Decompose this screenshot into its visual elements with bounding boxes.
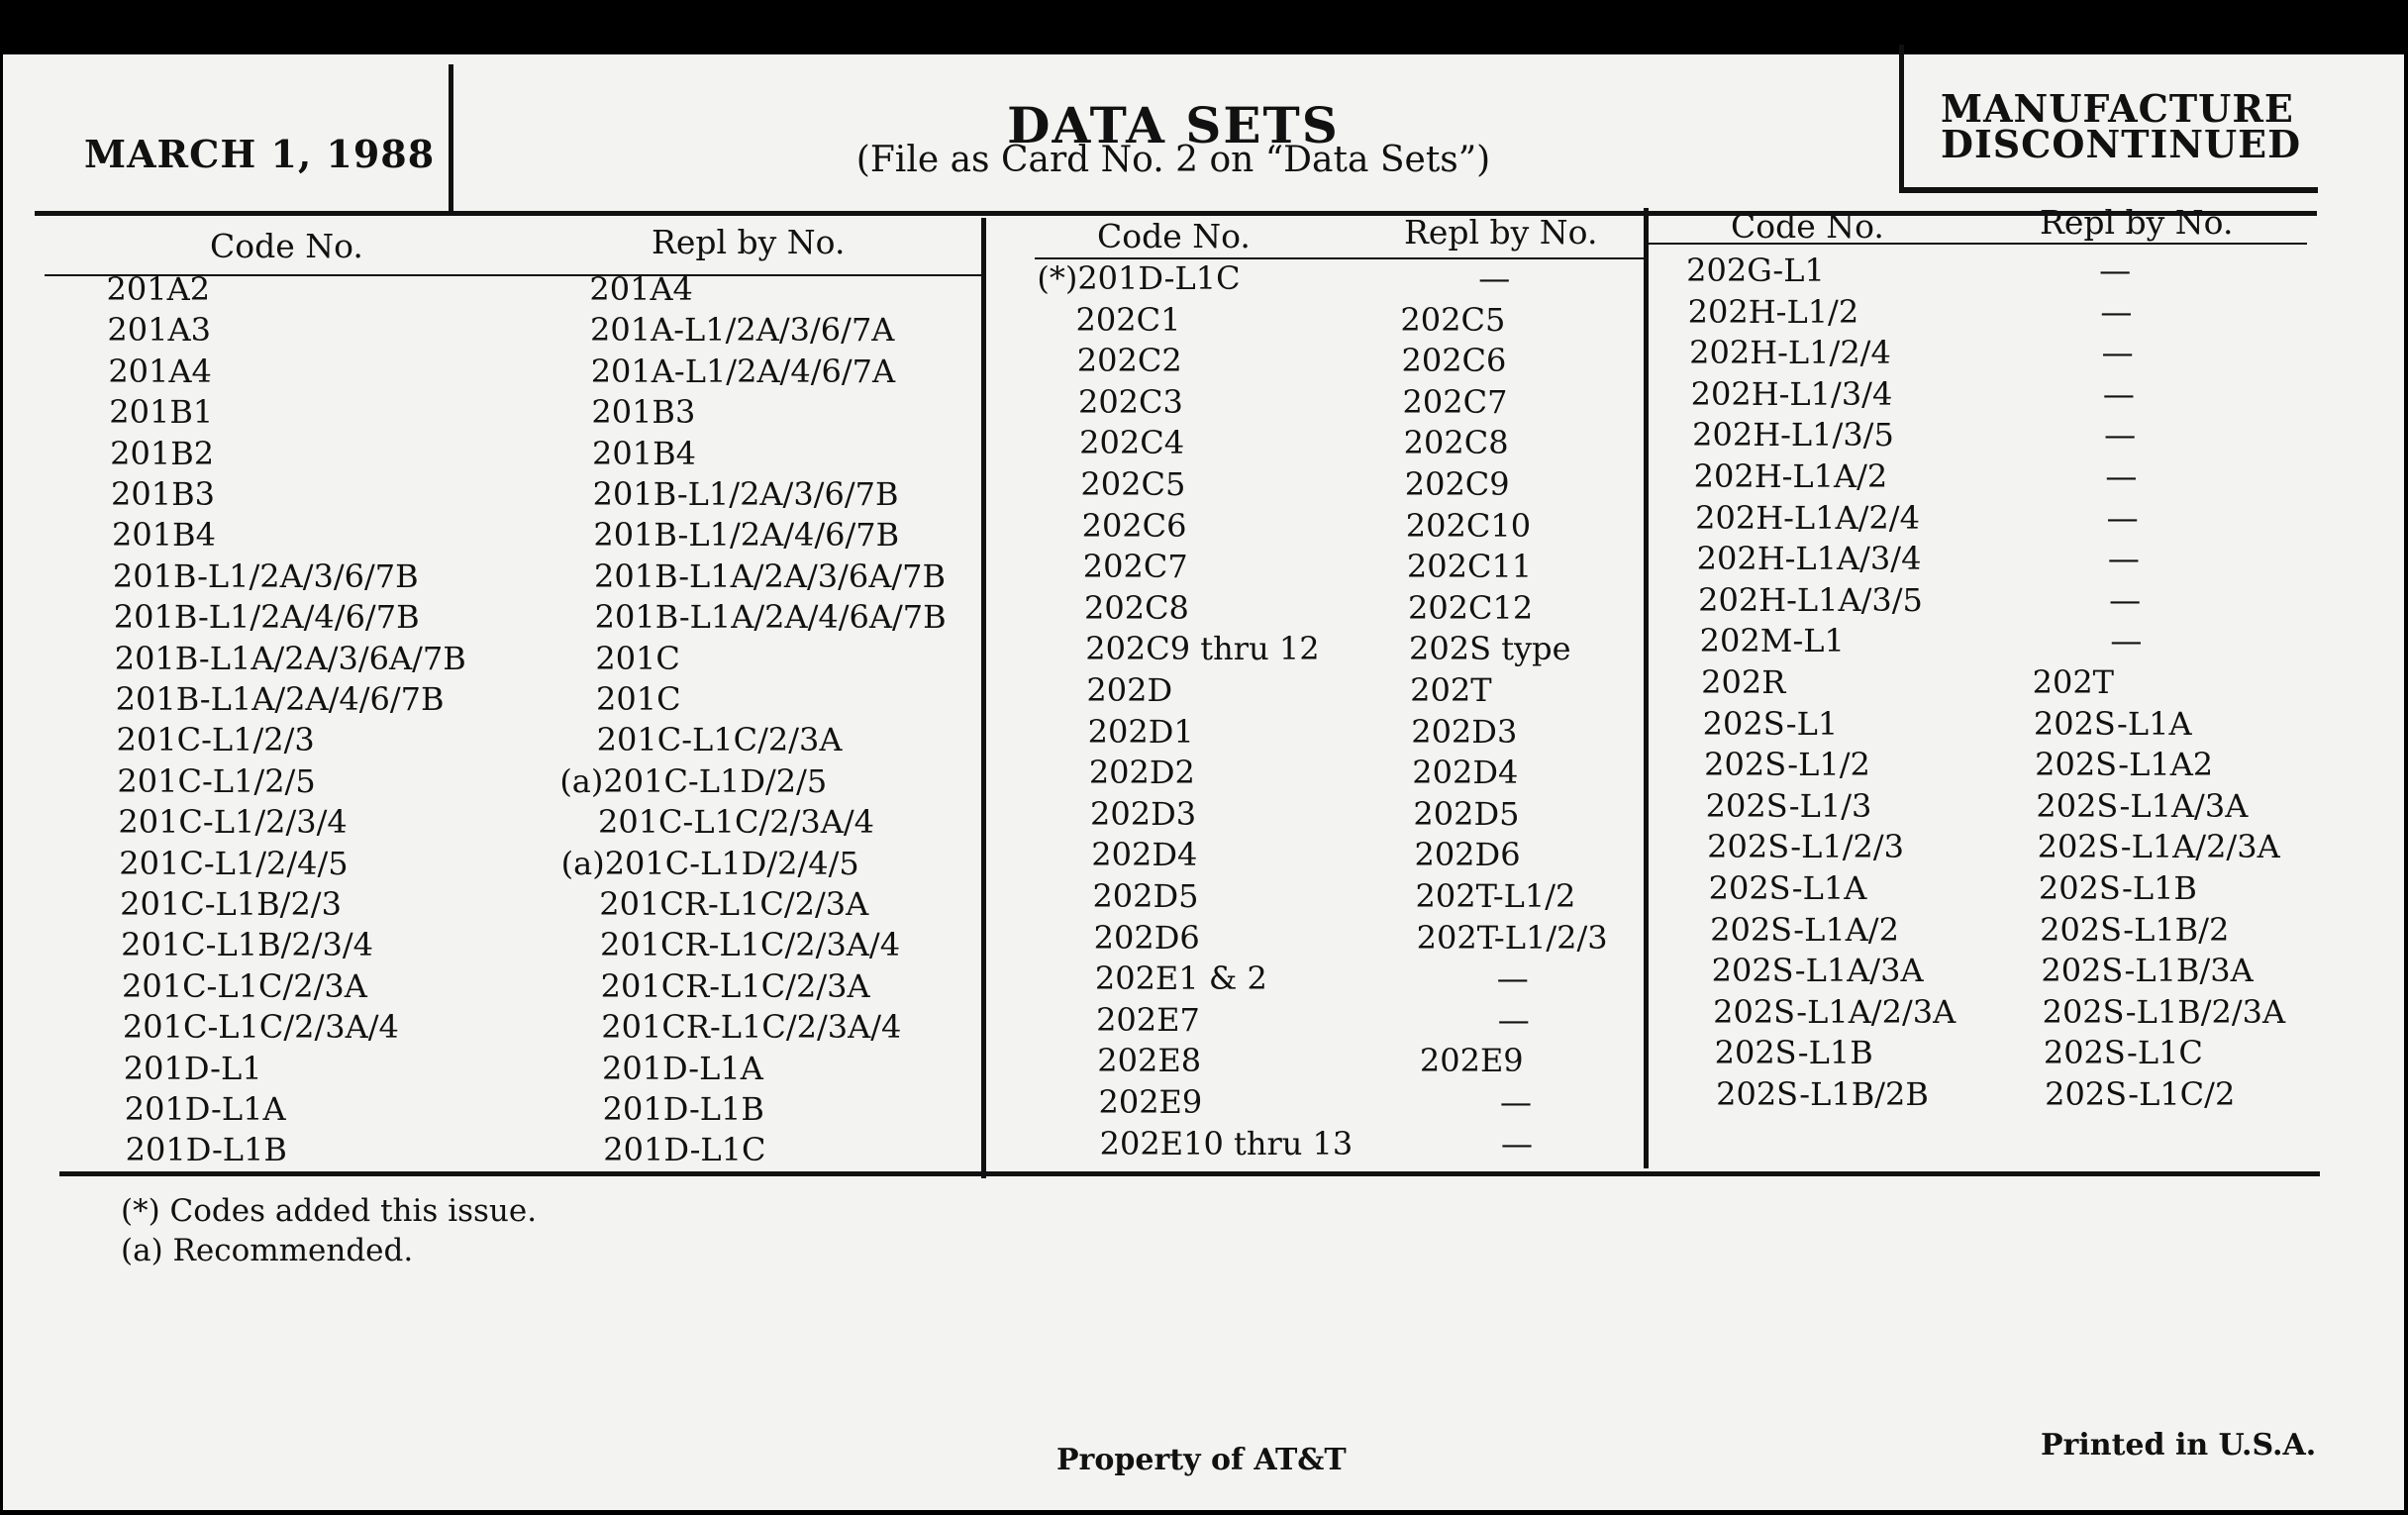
table2-code-cell: 202E1 & 2 [1094, 960, 1267, 998]
table2-repl-cell: — [1497, 1000, 1530, 1039]
table3-repl-cell: 202T [2032, 663, 2115, 701]
table1-code-header: Code No. [210, 227, 363, 265]
table2-repl-cell: 202C9 [1404, 465, 1510, 503]
table2-repl-cell: 202C10 [1405, 506, 1532, 545]
table3-code-cell: 202S-L1A/2/3A [1713, 992, 1956, 1031]
table2-repl-cell: — [1499, 1083, 1532, 1121]
table3-repl-cell: — [2106, 498, 2139, 537]
table2-code-cell: 202C6 [1081, 506, 1187, 545]
table1-code-cell: 201C-L1/2/3 [116, 721, 315, 759]
page-title: DATA SETS [1007, 96, 1340, 154]
table2-code-cell: 202D5 [1092, 877, 1199, 915]
table1-code-cell: 201B-L1/2A/3/6/7B [112, 556, 419, 595]
table1-repl-cell: 201CR-L1C/2/3A/4 [601, 1008, 902, 1047]
table3-code-cell: 202R [1701, 663, 1786, 701]
table1-repl-cell: 201C [595, 639, 680, 677]
table2-code-cell: 202D4 [1091, 836, 1198, 874]
table2-repl-cell: — [1501, 1124, 1534, 1162]
table1-code-cell: 201B-L1/2A/4/6/7B [113, 598, 420, 637]
table1-repl-cell: 201A-L1/2A/4/6/7A [590, 352, 896, 390]
table1-code-cell: 201C-L1/2/4/5 [119, 844, 349, 882]
table1-repl-cell: 201B-L1A/2A/4/6A/7B [594, 598, 947, 637]
table3-repl-cell: 202S-L1C [2043, 1034, 2203, 1072]
table2-repl-cell: 202D4 [1412, 754, 1519, 792]
table3-repl-cell: — [2102, 374, 2135, 413]
table1-code-cell: 201A3 [107, 311, 211, 350]
table3-code-cell: 202S-L1B [1714, 1034, 1873, 1072]
table3-code-cell: 202H-L1A/2 [1693, 457, 1888, 495]
table-bottom-rule [59, 1171, 2320, 1176]
table2-repl-cell: 202S type [1409, 630, 1571, 668]
status-line-2: DISCONTINUED [1941, 122, 2302, 166]
table2-code-cell: (*)201D-L1C [1037, 259, 1241, 297]
table1-repl-cell: 201A-L1/2A/3/6/7A [590, 311, 895, 350]
table2-repl-cell: 202C7 [1402, 382, 1508, 421]
table1-code-cell: 201A4 [108, 352, 212, 390]
table2-code-cell: 202E7 [1096, 1000, 1200, 1039]
table1-repl-cell: 201B-L1/2A/3/6/7B [592, 475, 899, 513]
table3-repl-cell: — [2100, 292, 2133, 331]
table3-code-cell: 202S-L1/2/3 [1707, 828, 1904, 866]
table3-code-cell: 202H-L1/2/4 [1689, 334, 1891, 372]
table1-repl-header: Repl by No. [652, 223, 846, 261]
table3-repl-cell: 202S-L1A [2033, 704, 2192, 743]
table3-repl-cell: 202S-L1B [2038, 869, 2197, 907]
table1-code-cell: 201A2 [106, 270, 211, 308]
table1-repl-cell: 201A4 [589, 270, 693, 308]
table3-code-cell: 202H-L1A/2/4 [1695, 498, 1920, 537]
table1-repl-cell: 201B3 [591, 393, 696, 432]
table1-repl-cell: 201CR-L1C/2/3A/4 [599, 926, 901, 964]
table3-code-header: Code No. [1731, 207, 1884, 246]
header-divider-right [1899, 45, 1904, 193]
table2-repl-cell: 202C6 [1401, 342, 1507, 380]
table2-code-cell: 202E10 thru 13 [1099, 1124, 1354, 1162]
table1-code-cell: 201B3 [111, 475, 215, 513]
table1-repl-cell: 201CR-L1C/2/3A [599, 885, 869, 923]
table3-code-cell: 202S-L1A [1708, 869, 1867, 907]
table2-code-cell: 202C8 [1083, 588, 1189, 627]
table2-repl-cell: 202D6 [1414, 836, 1521, 874]
table1-code-cell: 201D-L1B [125, 1131, 287, 1169]
table3-code-cell: 202H-L1/2 [1687, 292, 1859, 331]
table3-repl-header: Repl by No. [2040, 203, 2234, 242]
status-line-1: MANUFACTURE [1941, 86, 2294, 131]
table2-repl-cell: 202C12 [1407, 588, 1534, 627]
table1-code-cell: 201C-L1B/2/3 [120, 885, 342, 923]
table2-repl-cell: — [1496, 960, 1529, 998]
table1-code-cell: 201C-L1C/2/3A/4 [122, 1008, 399, 1047]
table3-code-cell: 202H-L1A/3/4 [1696, 540, 1922, 578]
table2-repl-cell: 202D3 [1411, 712, 1518, 751]
table1-code-cell: 201C-L1/2/3/4 [118, 803, 348, 842]
table2-code-cell: 202C3 [1077, 382, 1183, 421]
table3-repl-cell: 202S-L1C/2 [2045, 1075, 2236, 1113]
header-rule-bottom [35, 211, 2317, 216]
note-codes-added: (*) Codes added this issue. [121, 1193, 538, 1229]
table3-repl-cell: — [2104, 416, 2137, 454]
table2-repl-cell: 202T [1410, 671, 1492, 709]
table3-repl-cell: — [2099, 252, 2132, 289]
table3-repl-cell: — [2109, 580, 2142, 619]
table1-repl-cell: 201B-L1A/2A/3/6A/7B [594, 556, 947, 595]
table2-code-cell: 202D3 [1090, 794, 1197, 833]
table2-repl-cell: 202T-L1/2/3 [1416, 918, 1608, 957]
table2-code-cell: 202C4 [1079, 424, 1185, 462]
table3-code-cell: 202S-L1/2 [1704, 746, 1870, 784]
table2-repl-cell: 202C5 [1400, 300, 1506, 339]
table2-repl-cell: 202C11 [1406, 548, 1533, 586]
table3-code-cell: 202S-L1A/3A [1711, 952, 1924, 990]
note-recommended: (a) Recommended. [121, 1233, 414, 1268]
table2-repl-cell: 202E9 [1419, 1042, 1524, 1080]
table1-repl-cell: 201C-L1C/2/3A [596, 721, 843, 759]
table2-code-header: Code No. [1097, 217, 1251, 255]
header-rule-right [1901, 187, 2318, 193]
table3-repl-cell: 202S-L1B/2/3A [2042, 992, 2286, 1031]
table3-code-cell: 202H-L1A/3/5 [1698, 580, 1923, 619]
footer-printed: Printed in U.S.A. [2041, 1428, 2317, 1463]
table1-repl-cell: 201D-L1B [602, 1090, 764, 1128]
table1-code-cell: 201D-L1A [124, 1090, 286, 1128]
table3-code-cell: 202S-L1/3 [1705, 786, 1872, 825]
table1-code-cell: 201B1 [109, 393, 214, 432]
table-divider-1 [981, 218, 986, 1178]
table2-code-cell: 202D1 [1087, 712, 1194, 751]
table2-code-cell: 202C7 [1082, 548, 1188, 586]
header-divider-left [449, 64, 453, 214]
table1-code-cell: 201C-L1/2/5 [117, 761, 316, 800]
page-subtitle: (File as Card No. 2 on “Data Sets”) [855, 140, 1491, 180]
table3-repl-cell: — [2101, 334, 2134, 372]
table2-repl-cell: 202C8 [1403, 424, 1509, 462]
table2-repl-cell: — [1478, 259, 1511, 297]
table2-code-cell: 202D6 [1093, 918, 1200, 957]
table3-repl-cell: 202S-L1B/3A [2041, 952, 2254, 990]
footer-property: Property of AT&T [1056, 1443, 1347, 1477]
table1-repl-cell: (a)201C-L1D/2/4/5 [560, 844, 859, 882]
table2-code-cell: 202C5 [1080, 465, 1186, 503]
table1-code-cell: 201D-L1 [123, 1049, 262, 1087]
table2-repl-cell: 202D5 [1413, 794, 1520, 833]
table2-code-cell: 202C9 thru 12 [1085, 630, 1320, 668]
table1-code-cell: 201B2 [110, 434, 215, 472]
table1-repl-cell: 201D-L1A [601, 1049, 763, 1087]
table2-code-cell: 202D [1086, 671, 1173, 709]
table3-repl-cell: — [2110, 622, 2143, 660]
table3-code-cell: 202H-L1/3/5 [1692, 416, 1894, 454]
table1-repl-cell: 201B4 [592, 434, 696, 472]
table2-code-cell: 202C2 [1076, 342, 1182, 380]
table3-code-cell: 202S-L1B/2B [1716, 1075, 1929, 1113]
issue-date: MARCH 1, 1988 [84, 132, 436, 176]
table1-code-cell: 201B-L1A/2A/3/6A/7B [114, 639, 466, 677]
table1-code-cell: 201B-L1A/2A/4/6/7B [115, 680, 445, 718]
table3-code-cell: 202H-L1/3/4 [1690, 374, 1893, 413]
table1-repl-cell: 201C [595, 680, 681, 718]
table3-code-cell: 202G-L1 [1686, 252, 1825, 289]
table1-repl-cell: 201B-L1/2A/4/6/7B [593, 516, 900, 555]
table1-code-cell: 201B4 [111, 516, 216, 555]
table3-repl-cell: 202S-L1A2 [2035, 746, 2214, 784]
table3-code-cell: 202S-L1A/2 [1710, 910, 1899, 949]
table1-repl-cell: 201C-L1C/2/3A/4 [597, 803, 874, 842]
table1-repl-cell: 201CR-L1C/2/3A [600, 966, 870, 1005]
table1-repl-cell: (a)201C-L1D/2/5 [559, 761, 828, 800]
table2-repl-header: Repl by No. [1404, 213, 1598, 252]
table1-repl-cell: 201D-L1C [603, 1131, 766, 1169]
table3-code-cell: 202S-L1 [1702, 704, 1839, 743]
table3-repl-cell: — [2107, 540, 2140, 578]
table3-code-cell: 202M-L1 [1699, 622, 1845, 660]
table2-code-cell: 202E8 [1097, 1042, 1202, 1080]
table3-repl-cell: — [2105, 457, 2138, 495]
table-divider-2 [1644, 208, 1649, 1168]
table2-code-cell: 202D2 [1088, 754, 1195, 792]
table3-repl-cell: 202S-L1A/3A [2036, 786, 2249, 825]
table2-code-cell: 202C1 [1075, 300, 1181, 339]
table2-code-cell: 202E9 [1098, 1083, 1203, 1121]
table3-repl-cell: 202S-L1A/2/3A [2037, 828, 2280, 866]
table3-repl-cell: 202S-L1B/2 [2040, 910, 2230, 949]
table2-repl-cell: 202T-L1/2 [1415, 877, 1576, 915]
table1-code-cell: 201C-L1C/2/3A [121, 966, 367, 1005]
table1-code-cell: 201C-L1B/2/3/4 [121, 926, 373, 964]
